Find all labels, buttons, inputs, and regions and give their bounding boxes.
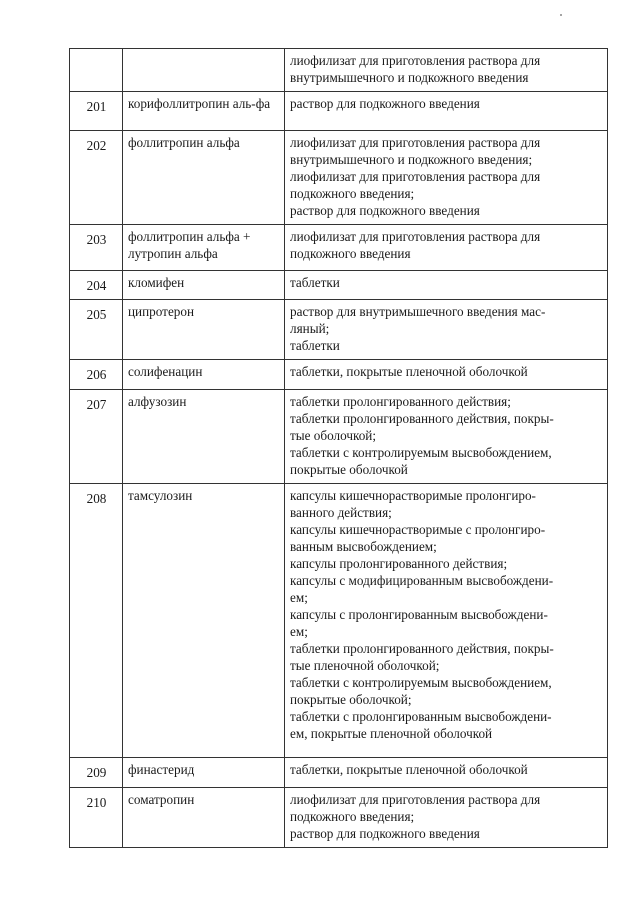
dosage-form-line: внутримышечного и подкожного введения	[290, 70, 529, 85]
table-row	[70, 758, 608, 788]
dosage-form-line: таблетки пролонгированного действия, покры-	[290, 411, 554, 426]
dosage-form-line: таблетки, покрытые пленочной оболочкой	[290, 364, 528, 379]
dosage-forms	[285, 92, 608, 131]
dosage-form-line: подкожного введения;	[290, 809, 415, 824]
drug-name: ципротерон	[123, 300, 285, 360]
dosage-form-line: лиофилизат для приготовления раствора для	[290, 169, 541, 184]
dosage-form-line: капсулы кишечнорастворимые пролонгиро-	[290, 488, 536, 503]
table-row	[70, 131, 608, 225]
dosage-forms	[285, 271, 608, 300]
dosage-form-line: ем;	[290, 624, 308, 639]
dosage-form-line: таблетки, покрытые пленочной оболочкой	[290, 762, 528, 777]
row-number: 205	[70, 300, 123, 360]
dosage-form-line: таблетки с контролируемым высвобождением,	[290, 445, 552, 460]
table-row	[70, 484, 608, 758]
dosage-forms	[285, 484, 608, 758]
dosage-forms	[285, 758, 608, 788]
table-row	[70, 225, 608, 271]
dosage-form-line: внутримышечного и подкожного введения;	[290, 152, 533, 167]
drug-table	[69, 48, 608, 848]
drug-name-text: корифоллитропин аль-фа	[128, 96, 271, 111]
table-row	[70, 390, 608, 484]
dosage-form-line: тые оболочкой;	[290, 428, 377, 443]
dosage-form-line: капсулы с пролонгированным высвобождени-	[290, 607, 548, 622]
dosage-form-line: лиофилизат для приготовления раствора для	[290, 135, 541, 150]
drug-name: солифенацин	[123, 360, 285, 390]
dosage-form-line: таблетки	[290, 338, 340, 353]
dosage-form-line: раствор для внутримышечного введения мас-	[290, 304, 546, 319]
dosage-forms	[285, 360, 608, 390]
dosage-form-line: капсулы пролонгированного действия;	[290, 556, 508, 571]
dosage-form-line: ванного действия;	[290, 505, 392, 520]
dosage-form-line: ляный;	[290, 321, 330, 336]
dosage-form-line: таблетки с пролонгированным высвобождени-	[290, 709, 552, 724]
dosage-forms	[285, 49, 608, 92]
row-number: 207	[70, 390, 123, 484]
dosage-form-line: ванным высвобождением;	[290, 539, 437, 554]
table-row	[70, 49, 608, 92]
dosage-form-line: подкожного введения	[290, 246, 411, 261]
table-row	[70, 300, 608, 360]
row-number	[70, 49, 123, 92]
dosage-form-line: капсулы с модифицированным высвобождени-	[290, 573, 554, 588]
dosage-form-line: покрытые оболочкой;	[290, 692, 412, 707]
drug-name: соматропин	[123, 788, 285, 848]
table-row	[70, 271, 608, 300]
dosage-form-line: таблетки пролонгированного действия, покры-	[290, 641, 554, 656]
dosage-forms	[285, 390, 608, 484]
table-row	[70, 92, 608, 131]
dosage-form-line: таблетки с контролируемым высвобождением,	[290, 675, 552, 690]
table-row	[70, 360, 608, 390]
drug-name: алфузозин	[123, 390, 285, 484]
drug-name	[123, 92, 285, 131]
dosage-form-line: ем, покрытые пленочной оболочкой	[290, 726, 493, 741]
dosage-form-line: покрытые оболочкой	[290, 462, 408, 477]
dosage-form-line: таблетки	[290, 275, 340, 290]
row-number: 206	[70, 360, 123, 390]
row-number: 201	[70, 92, 123, 131]
dosage-form-line: раствор для подкожного введения	[290, 96, 480, 111]
dosage-forms	[285, 300, 608, 360]
dosage-forms	[285, 131, 608, 225]
row-number: 204	[70, 271, 123, 300]
row-number: 208	[70, 484, 123, 758]
row-number: 203	[70, 225, 123, 271]
drug-name: финастерид	[123, 758, 285, 788]
drug-name: тамсулозин	[123, 484, 285, 758]
dosage-form-line: тые пленочной оболочкой;	[290, 658, 440, 673]
dosage-form-line: раствор для подкожного введения	[290, 203, 480, 218]
dosage-form-line: таблетки пролонгированного действия;	[290, 394, 511, 409]
dosage-form-line: ем;	[290, 590, 308, 605]
drug-table-body	[70, 49, 608, 848]
dosage-forms	[285, 788, 608, 848]
drug-name: кломифен	[123, 271, 285, 300]
dosage-form-line: раствор для подкожного введения	[290, 826, 480, 841]
drug-name: фоллитропин альфа	[123, 131, 285, 225]
row-number: 209	[70, 758, 123, 788]
scan-speck	[560, 14, 562, 16]
dosage-form-line: лиофилизат для приготовления раствора для	[290, 53, 541, 68]
dosage-form-line: лиофилизат для приготовления раствора для	[290, 792, 541, 807]
row-number: 202	[70, 131, 123, 225]
dosage-form-line: подкожного введения;	[290, 186, 415, 201]
row-number: 210	[70, 788, 123, 848]
dosage-form-line: капсулы кишечнорастворимые с пролонгиро-	[290, 522, 546, 537]
drug-name	[123, 49, 285, 92]
dosage-form-line: лиофилизат для приготовления раствора для	[290, 229, 541, 244]
dosage-forms	[285, 225, 608, 271]
drug-name: фоллитропин альфа + лутропин альфа	[123, 225, 285, 271]
table-row	[70, 788, 608, 848]
